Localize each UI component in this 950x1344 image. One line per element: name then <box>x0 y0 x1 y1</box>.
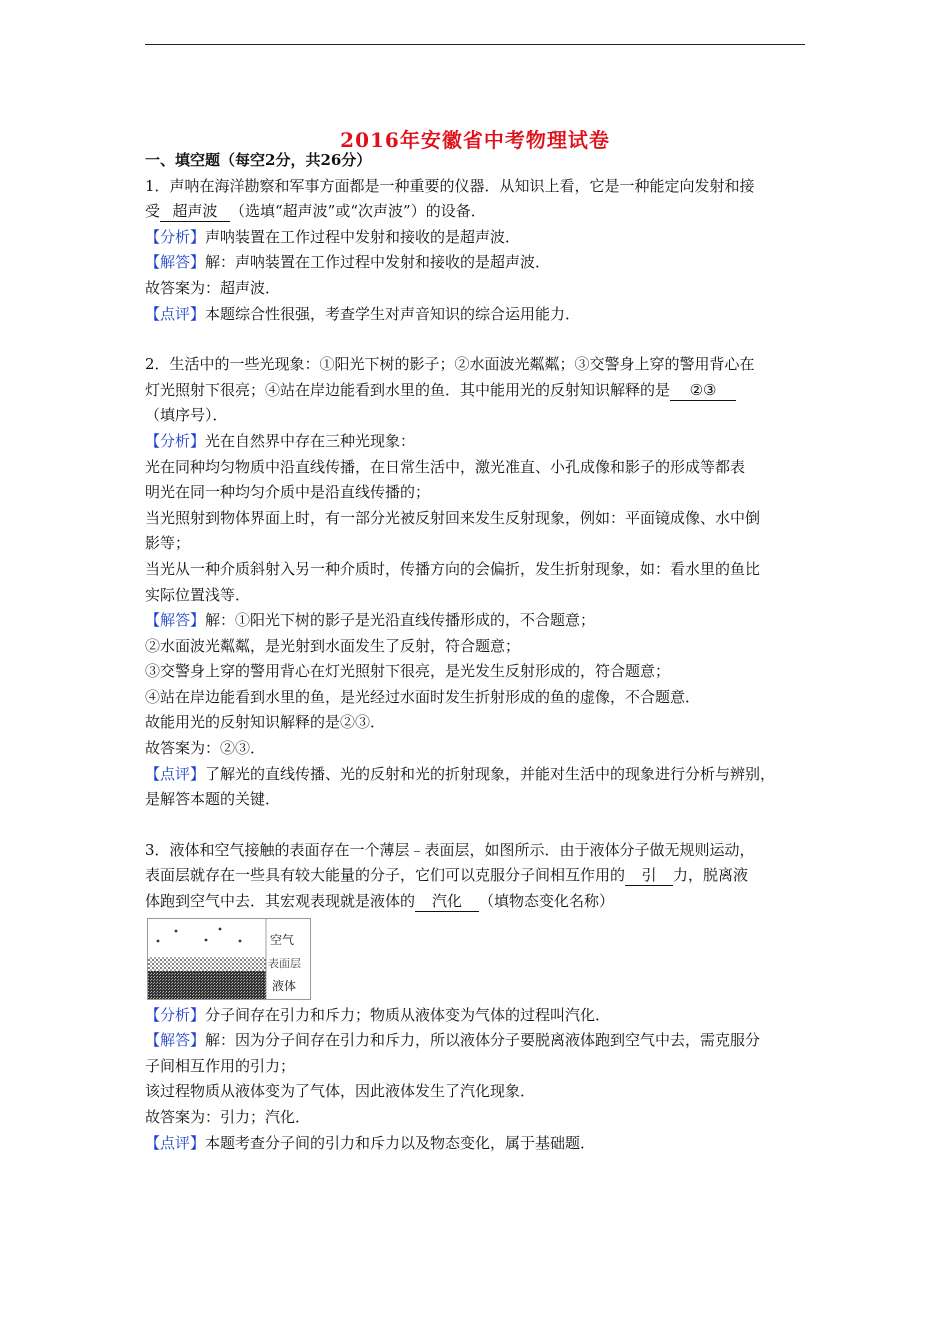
q2-answer-line: ②水面波光粼粼，是光射到水面发生了反射，符合题意； <box>145 636 521 655</box>
figure-label-surface: 表面层 <box>268 956 301 970</box>
q2-analysis-line: 明光在同一种均匀介质中是沿直线传播的； <box>145 483 431 502</box>
q3-analysis <box>145 1003 815 1029</box>
q3-stem-line2 <box>145 863 815 889</box>
q2-analysis <box>145 429 815 455</box>
q3-answer-text: 解：因为分子间存在引力和斥力，所以液体分子要脱离液体跑到空气中去，需克服分 <box>205 1031 761 1050</box>
q3-answer <box>145 1028 815 1054</box>
page-title: 2016年安徽省中考物理试卷 <box>340 128 610 152</box>
q2-answer <box>145 608 815 634</box>
q2-stem-line1: 2．生活中的一些光现象：①阳光下树的影子；②水面波光粼粼；③交警身上穿的警用背心在 <box>145 355 755 374</box>
q2-answer-line: 故能用光的反射知识解释的是②③． <box>145 713 386 732</box>
q3-stem-text: 表面层就存在一些具有较大能量的分子，它们可以克服分子间相互作用的 <box>145 866 626 885</box>
q2-comment-text: 了解光的直线传播、光的反射和光的折射现象，并能对生活中的现象进行分析与辨别， <box>205 764 776 783</box>
q2-stem-line3: （填序号）． <box>145 406 228 425</box>
q1-stem-line2 <box>145 199 815 225</box>
answer-tag: 【解答】 <box>145 611 206 630</box>
q3-stem-line3 <box>145 889 815 915</box>
q2-analysis-line: 当光从一种介质斜射入另一种介质时，传播方向的会偏折，发生折射现象，如：看水里的鱼比 <box>145 559 761 578</box>
analysis-tag: 【分析】 <box>145 431 206 450</box>
q3-stem-text: 体跑到空气中去．其宏观表现就是液体的 <box>145 892 416 911</box>
q2-answer-blank: ②③ <box>670 380 736 401</box>
figure-label-air: 空气 <box>270 932 295 947</box>
document-body <box>145 148 815 1156</box>
q2-stem-text: 灯光照射下很亮；④站在岸边能看到水里的鱼．其中能用光的反射知识解释的是 <box>145 380 671 399</box>
analysis-tag: 【分析】 <box>145 1005 206 1024</box>
q2-comment-line: 是解答本题的关键． <box>145 790 281 809</box>
q3-answer-line: 该过程物质从液体变为了气体，因此液体发生了汽化现象． <box>145 1082 536 1101</box>
q2-analysis-line: 光在同种均匀物质中沿直线传播，在日常生活中，激光准直、小孔成像和影子的形成等都表 <box>145 457 746 476</box>
comment-tag: 【点评】 <box>145 764 206 783</box>
q1-stem-line1: 1．声呐在海洋勘察和军事方面都是一种重要的仪器．从知识上看，它是一种能定向发射和接 <box>145 176 755 195</box>
q2-comment <box>145 762 815 788</box>
analysis-tag: 【分析】 <box>145 227 206 246</box>
q2-analysis-line: 实际位置浅等． <box>145 585 251 604</box>
q1-answer-blank: 超声波 <box>160 201 230 222</box>
q3-final: 故答案为：引力；汽化． <box>145 1108 311 1126</box>
q2-answer-text: 解：①阳光下树的影子是光沿直线传播形成的，不合题意； <box>205 611 596 630</box>
q2-analysis-text: 光在自然界中存在三种光现象： <box>205 431 416 450</box>
q3-answer-blank-2: 汽化 <box>415 891 479 912</box>
q3-answer-blank-1: 引 <box>625 865 673 886</box>
q2-analysis-line: 当光照射到物体界面上时，有一部分光被反射回来发生反射现象，例如：平面镜成像、水中倒 <box>145 508 761 527</box>
answer-tag: 【解答】 <box>145 253 206 272</box>
q3-comment <box>145 1131 815 1157</box>
q1-answer-text: 解：声呐装置在工作过程中发射和接收的是超声波． <box>205 253 551 272</box>
q1-analysis <box>145 225 815 251</box>
answer-tag: 【解答】 <box>145 1031 206 1050</box>
figure-label-liquid: 液体 <box>272 978 297 993</box>
q1-final: 故答案为：超声波． <box>145 278 281 297</box>
q1-comment-text: 本题综合性很强，考查学生对声音知识的综合运用能力． <box>205 304 581 323</box>
comment-tag: 【点评】 <box>145 304 206 323</box>
q3-analysis-text: 分子间存在引力和斥力；物质从液体变为气体的过程叫汽化． <box>205 1005 611 1024</box>
surface-layer-figure <box>147 918 311 1000</box>
q1-answer <box>145 250 815 276</box>
comment-tag: 【点评】 <box>145 1133 206 1152</box>
q1-stem-text-after: （选填“超声波”或“次声波”）的设备． <box>230 202 486 221</box>
q2-stem-line2 <box>145 378 815 404</box>
section-heading: 一、填空题（每空2分，共26分） <box>145 151 372 169</box>
q1-analysis-text: 声呐装置在工作过程中发射和接收的是超声波． <box>205 227 521 246</box>
header-rule <box>145 44 805 45</box>
q2-analysis-line: 影等； <box>145 534 191 553</box>
q2-answer-line: ④站在岸边能看到水里的鱼，是光经过水面时发生折射形成的鱼的虚像，不合题意． <box>145 687 701 706</box>
q3-comment-text: 本题考查分子间的引力和斥力以及物态变化，属于基础题． <box>205 1133 596 1152</box>
q3-stem-line1: 3．液体和空气接触的表面存在一个薄层﹣表面层，如图所示．由于液体分子做无规则运动， <box>145 840 755 859</box>
q3-stem-text-after: （填物态变化名称） <box>479 892 615 911</box>
q2-answer-line: ③交警身上穿的警用背心在灯光照射下很亮，是光发生反射形成的，符合题意； <box>145 662 671 681</box>
q1-stem-text: 受 <box>145 202 161 221</box>
q3-answer-line: 子间相互作用的引力； <box>145 1056 296 1075</box>
q2-final: 故答案为：②③． <box>145 739 266 758</box>
q3-stem-text-after: 力，脱离液 <box>673 866 749 885</box>
q1-comment <box>145 302 815 328</box>
